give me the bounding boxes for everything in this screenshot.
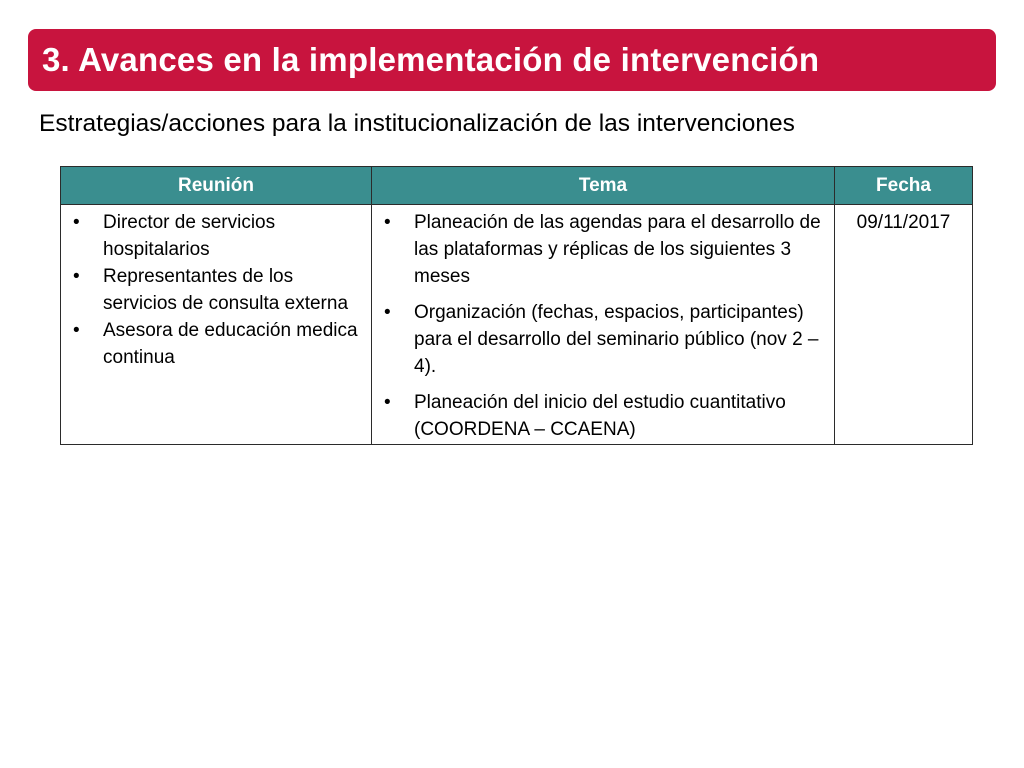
bullet-icon: • bbox=[384, 302, 391, 323]
slide-title: 3. Avances en la implementación de intervención bbox=[42, 41, 820, 78]
list-item bbox=[378, 389, 828, 443]
list-item bbox=[67, 317, 365, 371]
column-header-fecha: Fecha bbox=[835, 167, 973, 205]
reunion-item-text: Asesora de educación medica continua bbox=[103, 320, 358, 368]
reunion-cell bbox=[61, 205, 372, 445]
table-header-row bbox=[61, 167, 973, 205]
list-item bbox=[67, 209, 365, 263]
reunion-list bbox=[67, 209, 365, 371]
column-header-reunion: Reunión bbox=[61, 167, 372, 205]
bullet-icon: • bbox=[384, 392, 391, 413]
tema-item-text: Planeación de las agendas para el desarrollo de las plataformas y réplicas de los siguientes 3 meses bbox=[414, 212, 821, 287]
tema-list bbox=[378, 209, 828, 443]
bullet-icon: • bbox=[73, 320, 80, 341]
tema-item-text: Planeación del inicio del estudio cuantitativo (COORDENA – CCAENA) bbox=[414, 392, 786, 440]
list-item bbox=[378, 209, 828, 290]
bullet-icon: • bbox=[384, 212, 391, 233]
tema-cell bbox=[372, 205, 835, 445]
bullet-icon: • bbox=[73, 212, 80, 233]
list-item bbox=[378, 299, 828, 380]
list-item bbox=[67, 263, 365, 317]
table-row bbox=[61, 205, 973, 445]
reunion-item-text: Director de servicios hospitalarios bbox=[103, 212, 276, 260]
title-bar bbox=[28, 29, 996, 91]
column-header-tema: Tema bbox=[372, 167, 835, 205]
tema-item-text: Organización (fechas, espacios, participantes) para el desarrollo del seminario público (nov 2 – 4). bbox=[414, 302, 819, 377]
reunion-item-text: Representantes de los servicios de consulta externa bbox=[103, 266, 349, 314]
bullet-icon: • bbox=[73, 266, 80, 287]
meetings-table bbox=[60, 166, 973, 445]
slide-subtitle: Estrategias/acciones para la institucionalización de las intervenciones bbox=[39, 110, 795, 137]
fecha-cell: 09/11/2017 bbox=[835, 205, 973, 445]
